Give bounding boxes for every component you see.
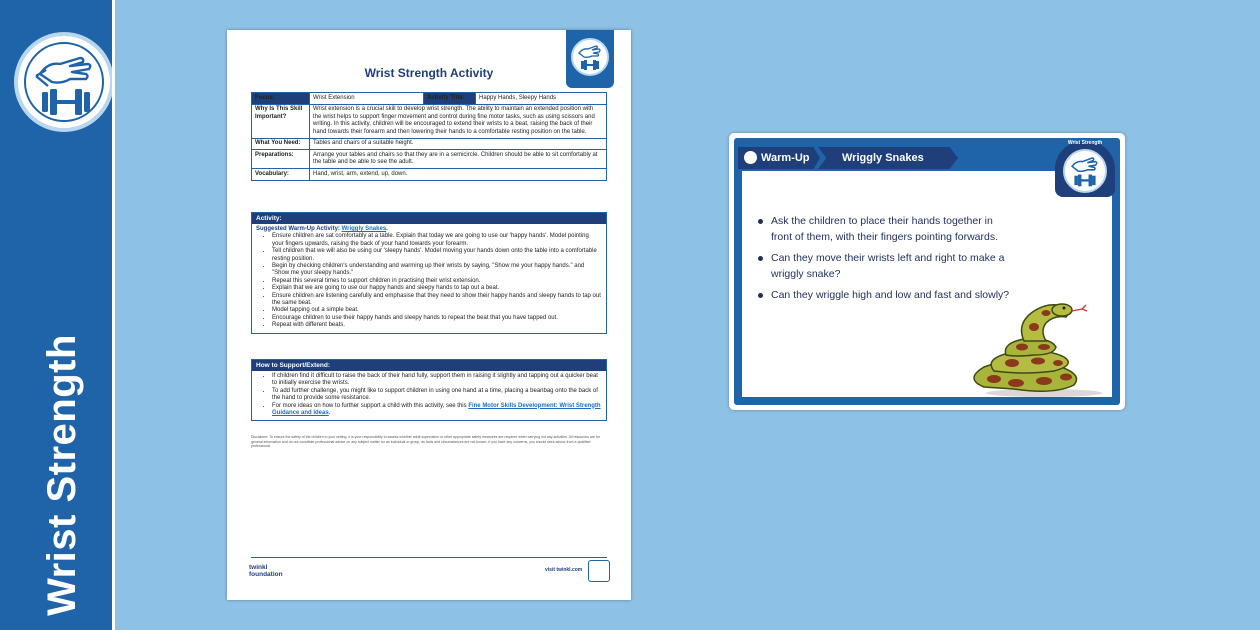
list-item: • If children find it difficult to raise the back of their hand fully, support them in raising it slightly and tapping out a quicker beat to initially exercise the wrists. [272,373,602,388]
support-heading: How to Support/Extend: [252,360,606,371]
support-section [251,359,607,421]
support-more-text: For more ideas on how to further support a child with this activity, see this [272,402,469,409]
banner-divider [112,0,115,630]
vocab-label: Vocabulary: [252,169,310,181]
list-item: Can they move their wrists left and right to make a wriggly snake? [756,250,1016,282]
activity-title-label: Activity Title: [424,93,476,105]
prep-label: Preparations: [252,150,310,169]
activity-document [227,30,631,600]
hand-dumbbell-icon [1065,151,1105,191]
activity-info-table [251,92,607,181]
wriggly-snakes-link[interactable]: Wriggly Snakes [341,226,387,232]
disclaimer: Disclaimer: To ensure the safety of the children in your setting, it is your responsibility to assess whether adult supervision or other appropriate safety measures are required when carrying out any activities. All resources are for general information and do not constitute professional advice on any subject matter for an individual or group, as facts and circumstances are not known. If you have any concerns, you should seek advice from a qualified professional. [251,435,600,449]
table-row [252,93,607,105]
activity-title-value: Happy Hands, Sleepy Hands [476,93,607,105]
why-label: Why Is This Skill Important? [252,104,310,138]
document-title: Wrist Strength Activity [364,66,494,80]
activity-steps [256,233,602,329]
guidance-link[interactable]: Fine Motor Skills Development: Wrist Strength Guidance and Ideas [272,402,601,417]
list-item [272,403,602,418]
table-row [252,138,607,150]
need-value: Tables and chairs of a suitable height. [310,138,607,150]
hand-dumbbell-icon [26,44,106,124]
list-item: • Repeat with different beats. [272,322,602,329]
warmup-label: Suggested Warm-Up Activity: [256,226,340,232]
list-item: • Ensure children are sat comfortably at a table. Explain that today we are going to use our 'happy hands'. Model pointing your fingers upwards, raising the back of your hand towards your forearm. [272,233,602,248]
side-banner [0,0,112,630]
table-row [252,169,607,181]
list-item: • Explain that we are going to use our happy hands and sleepy hands to tap out a beat. [272,285,602,292]
list-item: Can they wriggle high and low and fast and slowly? [756,287,1016,303]
need-label: What You Need: [252,138,310,150]
activity-section [251,212,607,334]
list-item: • Model tapping out a simple beat. [272,307,602,314]
warmup-end: . [386,226,388,232]
twinkl-foundation-logo: twinkl foundation [249,564,283,578]
list-item: • Encourage children to use their happy hands and sleepy hands to repeat the beat that you have tapped out. [272,315,602,322]
circle-icon [744,151,757,164]
list-item: • Repeat this several times to support children in practising their wrist extension. [272,278,602,285]
card-content [742,171,1112,397]
footer-divider [251,557,607,558]
snake-illustration [954,299,1114,399]
support-more-end: . [328,410,331,417]
list-item: • Tell children that we will also be using our 'sleepy hands'. Model moving your hands down onto the table into a comfortable resting position. [272,248,602,263]
list-item: • Ensure children are listening carefully and emphasise that they need to show their happy hands and sleepy hands to tap out the same beat. [272,293,602,308]
focus-label: Focus: [252,93,310,105]
card-badge-text: Wrist Strength [1067,140,1103,146]
table-row [252,150,607,169]
list-item: Ask the children to place their hands together in front of them, with their fingers pointing forwards. [756,213,1016,245]
list-item: • Begin by checking children's understanding and warming up their wrists by saying, "Show me your happy hands." and "Show me your sleepy hands." [272,263,602,278]
banner-title: Wrist Strength [40,334,84,616]
focus-value: Wrist Extension [310,93,424,105]
prep-value: Arrange your tables and chairs so that they are in a semicircle. Children should be able to sit comfortably at the table and be able to see the adult. [310,150,607,169]
footer-badge-icon [588,560,610,582]
vocab-value: Hand, wrist, arm, extend, up, down. [310,169,607,181]
warmup-card [729,133,1125,410]
activity-heading: Activity: [252,213,606,224]
footer-url[interactable]: visit twinkl.com [545,567,583,573]
card-bullets [756,213,1016,308]
support-list [256,373,602,417]
card-badge [1055,141,1115,197]
list-item: • To add further challenge, you might like to support children in using one hand at a time, placing a beanbag onto the back of the hand to provide some resistance. [272,388,602,403]
table-row [252,104,607,138]
why-value: Wrist extension is a crucial skill to develop wrist strength. The ability to maintain an extended position with the wrist helps to support finger movement and control during fine motor tasks, such as using scissors and writing. In this activity, children will be encouraged to extend their wrists to a beat, raising the back of their hand towards their forearm and then lowering their hands to a comfortable resting position on the table. [310,104,607,138]
wrist-strength-logo [14,32,114,132]
warmup-label: Warm-Up [761,152,810,164]
card-title: Wriggly Snakes [842,152,924,164]
